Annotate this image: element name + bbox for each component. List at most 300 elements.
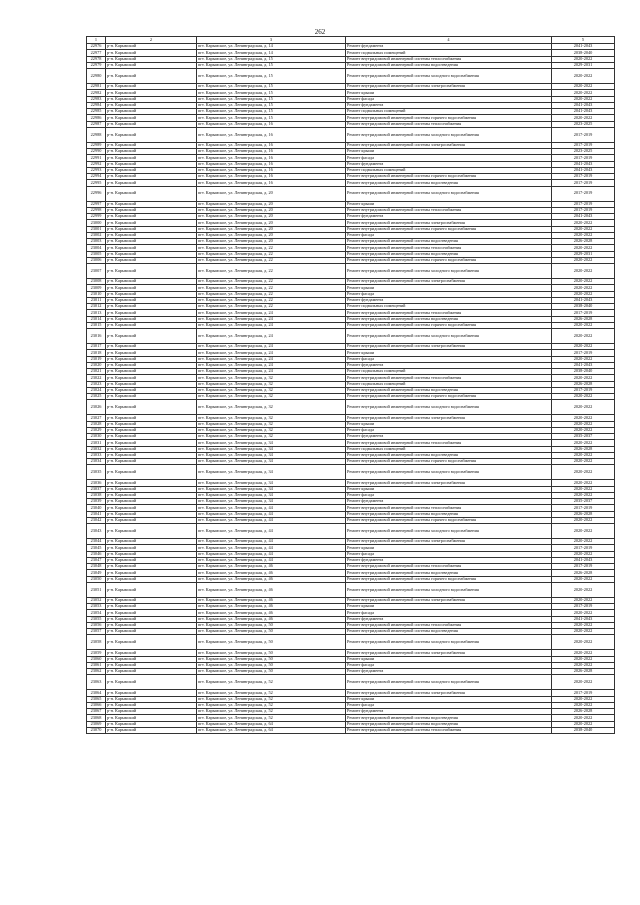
cell-work-type: Ремонт внутридомовой инженерной системы холодного водоснабжения <box>346 69 552 84</box>
cell-address: пгт. Карымское, ул. Ленинградская, д. 15 <box>197 96 346 102</box>
cell-number: 23021 <box>87 369 106 375</box>
cell-number: 23049 <box>87 570 106 576</box>
cell-work-type: Ремонт фасада <box>346 610 552 616</box>
cell-address: пгт. Карымское, ул. Ленинградская, д. 20 <box>197 239 346 245</box>
cell-period: 2020-2022 <box>552 394 615 400</box>
cell-work-type: Ремонт подвальных помещений <box>346 381 552 387</box>
cell-period: 2020-2022 <box>552 675 615 690</box>
cell-address: пгт. Карымское, ул. Ленинградская, д. 20 <box>197 207 346 213</box>
cell-work-type: Ремонт фасада <box>346 291 552 297</box>
cell-address: пгт. Карымское, ул. Ленинградская, д. 20 <box>197 226 346 232</box>
cell-work-type: Ремонт внутридомовой инженерной системы электроснабжения <box>346 220 552 226</box>
cell-work-type: Ремонт внутридомовой инженерной системы теплоснабжения <box>346 505 552 511</box>
cell-work-type: Ремонт внутридомовой инженерной системы электроснабжения <box>346 279 552 285</box>
cell-district: р-н. Карымский <box>106 387 197 393</box>
cell-number: 23059 <box>87 650 106 656</box>
cell-district: р-н. Карымский <box>106 214 197 220</box>
cell-address: пгт. Карымское, ул. Ленинградская, д. 32 <box>197 434 346 440</box>
cell-district: р-н. Карымский <box>106 629 197 635</box>
cell-work-type: Ремонт фасада <box>346 96 552 102</box>
cell-number: 23062 <box>87 669 106 675</box>
cell-period: 2017-2019 <box>552 545 615 551</box>
cell-district: р-н. Карымский <box>106 465 197 480</box>
cell-period: 2020-2022 <box>552 610 615 616</box>
cell-number: 23043 <box>87 524 106 539</box>
cell-district: р-н. Карымский <box>106 709 197 715</box>
cell-address: пгт. Карымское, ул. Ленинградская, д. 16 <box>197 161 346 167</box>
cell-work-type: Ремонт подвальных помещений <box>346 50 552 56</box>
cell-district: р-н. Карымский <box>106 381 197 387</box>
cell-period: 2026-2028 <box>552 446 615 452</box>
cell-district: р-н. Карымский <box>106 322 197 328</box>
cell-address: пгт. Карымское, ул. Ленинградская, д. 15 <box>197 62 346 68</box>
cell-number: 23034 <box>87 459 106 465</box>
cell-district: р-н. Карымский <box>106 279 197 285</box>
cell-number: 23014 <box>87 316 106 322</box>
cell-number: 23022 <box>87 375 106 381</box>
cell-number: 23018 <box>87 350 106 356</box>
cell-district: р-н. Карымский <box>106 622 197 628</box>
cell-district: р-н. Карымский <box>106 400 197 415</box>
cell-address: пгт. Карымское, ул. Ленинградская, д. 46 <box>197 564 346 570</box>
cell-period: 2017-2019 <box>552 127 615 142</box>
cell-address: пгт. Карымское, ул. Ленинградская, д. 16 <box>197 149 346 155</box>
cell-work-type: Ремонт подвальных помещений <box>346 304 552 310</box>
cell-number: 22997 <box>87 201 106 207</box>
cell-work-type: Ремонт фундамента <box>346 557 552 563</box>
table-row <box>87 582 615 597</box>
cell-address: пгт. Карымское, ул. Ленинградская, д. 22 <box>197 245 346 251</box>
cell-work-type: Ремонт фасада <box>346 356 552 362</box>
cell-address: пгт. Карымское, ул. Ленинградская, д. 32 <box>197 394 346 400</box>
cell-number: 23033 <box>87 452 106 458</box>
cell-district: р-н. Карымский <box>106 350 197 356</box>
cell-district: р-н. Карымский <box>106 142 197 148</box>
cell-work-type: Ремонт внутридомовой инженерной системы холодного водоснабжения <box>346 524 552 539</box>
cell-address: пгт. Карымское, ул. Ленинградская, д. 50 <box>197 650 346 656</box>
cell-period: 2020-2022 <box>552 721 615 727</box>
cell-work-type: Ремонт фундамента <box>346 161 552 167</box>
cell-period: 2020-2022 <box>552 264 615 279</box>
cell-address: пгт. Карымское, ул. Ленинградская, д. 16 <box>197 174 346 180</box>
cell-address: пгт. Карымское, ул. Ленинградская, д. 44 <box>197 517 346 523</box>
cell-number: 23038 <box>87 492 106 498</box>
cell-address: пгт. Карымское, ул. Ленинградская, д. 32 <box>197 427 346 433</box>
cell-period: 2020-2022 <box>552 220 615 226</box>
cell-work-type: Ремонт внутридомовой инженерной системы водоотведения <box>346 316 552 322</box>
cell-district: р-н. Карымский <box>106 285 197 291</box>
cell-period: 2041-2043 <box>552 214 615 220</box>
cell-address: пгт. Карымское, ул. Ленинградская, д. 22 <box>197 251 346 257</box>
cell-number: 23065 <box>87 696 106 702</box>
cell-district: р-н. Карымский <box>106 316 197 322</box>
cell-district: р-н. Карымский <box>106 245 197 251</box>
cell-work-type: Ремонт крыши <box>346 201 552 207</box>
cell-period: 2029-2031 <box>552 62 615 68</box>
cell-work-type: Ремонт внутридомовой инженерной системы холодного водоснабжения <box>346 264 552 279</box>
cell-district: р-н. Карымский <box>106 226 197 232</box>
cell-district: р-н. Карымский <box>106 297 197 303</box>
cell-district: р-н. Карымский <box>106 251 197 257</box>
cell-work-type: Ремонт внутридомовой инженерной системы холодного водоснабжения <box>346 635 552 650</box>
cell-period: 2020-2022 <box>552 702 615 708</box>
cell-district: р-н. Карымский <box>106 656 197 662</box>
cell-district: р-н. Карымский <box>106 452 197 458</box>
cell-district: р-н. Карымский <box>106 375 197 381</box>
cell-work-type: Ремонт внутридомовой инженерной системы холодного водоснабжения <box>346 582 552 597</box>
cell-period: 2020-2022 <box>552 629 615 635</box>
cell-district: р-н. Карымский <box>106 115 197 121</box>
cell-number: 23037 <box>87 486 106 492</box>
cell-number: 23020 <box>87 362 106 368</box>
cell-period: 2026-2028 <box>552 709 615 715</box>
cell-period: 2017-2019 <box>552 174 615 180</box>
cell-period: 2035-2037 <box>552 499 615 505</box>
cell-district: р-н. Карымский <box>106 369 197 375</box>
cell-period: 2026-2028 <box>552 316 615 322</box>
cell-number: 23064 <box>87 690 106 696</box>
table-row <box>87 465 615 480</box>
cell-work-type: Ремонт подвальных помещений <box>346 446 552 452</box>
cell-work-type: Ремонт внутридомовой инженерной системы горячего водоснабжения <box>346 576 552 582</box>
cell-address: пгт. Карымское, ул. Ленинградская, д. 50 <box>197 669 346 675</box>
cell-number: 23009 <box>87 285 106 291</box>
cell-number: 23005 <box>87 251 106 257</box>
cell-address: пгт. Карымское, ул. Ленинградская, д. 50 <box>197 662 346 668</box>
cell-address: пгт. Карымское, ул. Ленинградская, д. 15 <box>197 56 346 62</box>
cell-address: пгт. Карымское, ул. Ленинградская, д. 52 <box>197 702 346 708</box>
cell-number: 23036 <box>87 480 106 486</box>
cell-address: пгт. Карымское, ул. Ленинградская, д. 20 <box>197 220 346 226</box>
cell-period: 2038-2040 <box>552 727 615 733</box>
cell-district: р-н. Карымский <box>106 167 197 173</box>
cell-number: 23042 <box>87 517 106 523</box>
cell-period: 2020-2022 <box>552 465 615 480</box>
cell-period: 2020-2022 <box>552 115 615 121</box>
cell-work-type: Ремонт подвальных помещений <box>346 109 552 115</box>
cell-district: р-н. Карымский <box>106 329 197 344</box>
cell-period: 2026-2028 <box>552 669 615 675</box>
cell-district: р-н. Карымский <box>106 480 197 486</box>
cell-number: 22987 <box>87 121 106 127</box>
cell-number: 23019 <box>87 356 106 362</box>
cell-number: 23056 <box>87 622 106 628</box>
cell-period: 2020-2022 <box>552 656 615 662</box>
cell-number: 23069 <box>87 721 106 727</box>
cell-district: р-н. Карымский <box>106 434 197 440</box>
cell-number: 23050 <box>87 576 106 582</box>
cell-work-type: Ремонт внутридомовой инженерной системы горячего водоснабжения <box>346 115 552 121</box>
cell-period: 2017-2019 <box>552 155 615 161</box>
cell-work-type: Ремонт внутридомовой инженерной системы водоотведения <box>346 452 552 458</box>
cell-address: пгт. Карымское, ул. Ленинградская, д. 44 <box>197 551 346 557</box>
cell-district: р-н. Карымский <box>106 610 197 616</box>
cell-work-type: Ремонт внутридомовой инженерной системы электроснабжения <box>346 142 552 148</box>
cell-work-type: Ремонт фундамента <box>346 434 552 440</box>
cell-number: 23054 <box>87 610 106 616</box>
cell-work-type: Ремонт внутридомовой инженерной системы водоотведения <box>346 180 552 186</box>
cell-address: пгт. Карымское, ул. Ленинградская, д. 46 <box>197 570 346 576</box>
cell-period: 2029-2031 <box>552 251 615 257</box>
cell-district: р-н. Карымский <box>106 446 197 452</box>
cell-work-type: Ремонт внутридомовой инженерной системы горячего водоснабжения <box>346 459 552 465</box>
cell-address: пгт. Карымское, ул. Ленинградская, д. 22 <box>197 279 346 285</box>
cell-district: р-н. Карымский <box>106 511 197 517</box>
cell-number: 23029 <box>87 427 106 433</box>
cell-address: пгт. Карымское, ул. Ленинградская, д. 20 <box>197 201 346 207</box>
cell-number: 23006 <box>87 257 106 263</box>
cell-period: 2020-2022 <box>552 232 615 238</box>
page-number: 262 <box>314 28 326 36</box>
cell-period: 2020-2022 <box>552 696 615 702</box>
cell-work-type: Ремонт внутридомовой инженерной системы электроснабжения <box>346 597 552 603</box>
cell-period: 2020-2022 <box>552 375 615 381</box>
cell-district: р-н. Карымский <box>106 56 197 62</box>
cell-period: 2017-2019 <box>552 207 615 213</box>
cell-period: 2017-2019 <box>552 186 615 201</box>
cell-period: 2020-2022 <box>552 56 615 62</box>
cell-district: р-н. Карымский <box>106 109 197 115</box>
cell-period: 2041-2043 <box>552 362 615 368</box>
cell-district: р-н. Карымский <box>106 582 197 597</box>
table-row <box>87 635 615 650</box>
cell-work-type: Ремонт внутридомовой инженерной системы водоотведения <box>346 511 552 517</box>
cell-district: р-н. Карымский <box>106 344 197 350</box>
cell-work-type: Ремонт внутридомовой инженерной системы холодного водоснабжения <box>346 675 552 690</box>
cell-period: 2026-2028 <box>552 511 615 517</box>
table-row <box>87 524 615 539</box>
table-row <box>87 329 615 344</box>
cell-number: 23002 <box>87 232 106 238</box>
cell-period: 2020-2022 <box>552 245 615 251</box>
cell-address: пгт. Карымское, ул. Ленинградская, д. 16 <box>197 142 346 148</box>
cell-address: пгт. Карымское, ул. Ленинградская, д. 44 <box>197 545 346 551</box>
cell-work-type: Ремонт фундамента <box>346 669 552 675</box>
cell-number: 23045 <box>87 545 106 551</box>
cell-address: пгт. Карымское, ул. Ленинградская, д. 34 <box>197 440 346 446</box>
cell-period: 2041-2043 <box>552 102 615 108</box>
cell-period: 2017-2019 <box>552 690 615 696</box>
cell-address: пгт. Карымское, ул. Ленинградская, д. 32 <box>197 381 346 387</box>
cell-period: 2020-2022 <box>552 440 615 446</box>
cell-number: 23026 <box>87 400 106 415</box>
cell-number: 23063 <box>87 675 106 690</box>
cell-number: 23013 <box>87 310 106 316</box>
cell-number: 23004 <box>87 245 106 251</box>
cell-address: пгт. Карымское, ул. Ленинградская, д. 24 <box>197 310 346 316</box>
cell-district: р-н. Карымский <box>106 356 197 362</box>
cell-number: 23024 <box>87 387 106 393</box>
column-header-work-type: 4 <box>346 37 552 44</box>
cell-address: пгт. Карымское, ул. Ленинградская, д. 44 <box>197 505 346 511</box>
cell-period: 2017-2019 <box>552 505 615 511</box>
column-header-number: 1 <box>87 37 106 44</box>
cell-work-type: Ремонт фундамента <box>346 616 552 622</box>
cell-period: 2038-2040 <box>552 369 615 375</box>
cell-work-type: Ремонт внутридомовой инженерной системы холодного водоснабжения <box>346 400 552 415</box>
cell-district: р-н. Карымский <box>106 669 197 675</box>
cell-address: пгт. Карымское, ул. Ленинградская, д. 50 <box>197 656 346 662</box>
cell-period: 2020-2022 <box>552 582 615 597</box>
cell-work-type: Ремонт крыши <box>346 149 552 155</box>
cell-period: 2020-2022 <box>552 322 615 328</box>
cell-work-type: Ремонт внутридомовой инженерной системы холодного водоснабжения <box>346 186 552 201</box>
cell-work-type: Ремонт внутридомовой инженерной системы теплоснабжения <box>346 564 552 570</box>
cell-district: р-н. Карымский <box>106 440 197 446</box>
cell-address: пгт. Карымское, ул. Ленинградская, д. 20 <box>197 232 346 238</box>
cell-period: 2041-2043 <box>552 44 615 50</box>
cell-address: пгт. Карымское, ул. Ленинградская, д. 20 <box>197 214 346 220</box>
cell-number: 22984 <box>87 102 106 108</box>
cell-work-type: Ремонт внутридомовой инженерной системы теплоснабжения <box>346 207 552 213</box>
table-body <box>87 44 615 734</box>
table-row <box>87 400 615 415</box>
cell-work-type: Ремонт фундамента <box>346 214 552 220</box>
cell-period: 2020-2022 <box>552 622 615 628</box>
cell-address: пгт. Карымское, ул. Ленинградская, д. 32 <box>197 421 346 427</box>
cell-address: пгт. Карымское, ул. Ленинградская, д. 20 <box>197 186 346 201</box>
cell-address: пгт. Карымское, ул. Ленинградская, д. 46 <box>197 597 346 603</box>
cell-work-type: Ремонт крыши <box>346 285 552 291</box>
cell-address: пгт. Карымское, ул. Ленинградская, д. 16 <box>197 121 346 127</box>
cell-period: 2020-2022 <box>552 650 615 656</box>
cell-district: р-н. Карымский <box>106 415 197 421</box>
cell-work-type: Ремонт крыши <box>346 350 552 356</box>
cell-number: 23060 <box>87 656 106 662</box>
cell-district: р-н. Карымский <box>106 721 197 727</box>
cell-work-type: Ремонт внутридомовой инженерной системы водоотведения <box>346 570 552 576</box>
cell-period: 2020-2022 <box>552 539 615 545</box>
cell-work-type: Ремонт внутридомовой инженерной системы теплоснабжения <box>346 727 552 733</box>
cell-work-type: Ремонт внутридомовой инженерной системы водоотведения <box>346 239 552 245</box>
cell-period: 2020-2022 <box>552 635 615 650</box>
cell-period: 2020-2022 <box>552 576 615 582</box>
cell-number: 23030 <box>87 434 106 440</box>
cell-work-type: Ремонт фундамента <box>346 499 552 505</box>
cell-district: р-н. Карымский <box>106 635 197 650</box>
cell-address: пгт. Карымское, ул. Ленинградская, д. 34 <box>197 459 346 465</box>
cell-address: пгт. Карымское, ул. Ленинградская, д. 16 <box>197 167 346 173</box>
cell-number: 23068 <box>87 715 106 721</box>
cell-address: пгт. Карымское, ул. Ленинградская, д. 15 <box>197 69 346 84</box>
cell-address: пгт. Карымское, ул. Ленинградская, д. 24 <box>197 344 346 350</box>
cell-period: 2017-2019 <box>552 310 615 316</box>
cell-district: р-н. Карымский <box>106 576 197 582</box>
cell-work-type: Ремонт внутридомовой инженерной системы водоотведения <box>346 387 552 393</box>
column-header-period: 5 <box>552 37 615 44</box>
cell-period: 2023-2025 <box>552 149 615 155</box>
cell-district: р-н. Карымский <box>106 570 197 576</box>
cell-address: пгт. Карымское, ул. Ленинградская, д. 22 <box>197 264 346 279</box>
cell-period: 2020-2022 <box>552 492 615 498</box>
cell-period: 2020-2022 <box>552 400 615 415</box>
cell-work-type: Ремонт фасада <box>346 427 552 433</box>
cell-number: 23053 <box>87 604 106 610</box>
cell-address: пгт. Карымское, ул. Ленинградская, д. 22 <box>197 285 346 291</box>
cell-work-type: Ремонт фасада <box>346 232 552 238</box>
cell-address: пгт. Карымское, ул. Ленинградская, д. 46 <box>197 576 346 582</box>
cell-address: пгт. Карымское, ул. Ленинградская, д. 15 <box>197 84 346 90</box>
cell-period: 2041-2043 <box>552 616 615 622</box>
cell-district: р-н. Карымский <box>106 492 197 498</box>
cell-address: пгт. Карымское, ул. Ленинградская, д. 52 <box>197 715 346 721</box>
cell-period: 2017-2019 <box>552 350 615 356</box>
cell-address: пгт. Карымское, ул. Ленинградская, д. 16 <box>197 155 346 161</box>
cell-work-type: Ремонт внутридомовой инженерной системы электроснабжения <box>346 690 552 696</box>
cell-work-type: Ремонт фасада <box>346 662 552 668</box>
capital-repair-table <box>86 36 615 734</box>
cell-address: пгт. Карымское, ул. Ленинградская, д. 52 <box>197 696 346 702</box>
cell-work-type: Ремонт крыши <box>346 656 552 662</box>
cell-district: р-н. Карымский <box>106 557 197 563</box>
cell-number: 22994 <box>87 174 106 180</box>
cell-period: 2017-2019 <box>552 180 615 186</box>
cell-district: р-н. Карымский <box>106 662 197 668</box>
cell-district: р-н. Карымский <box>106 545 197 551</box>
cell-period: 2020-2022 <box>552 452 615 458</box>
cell-work-type: Ремонт внутридомовой инженерной системы электроснабжения <box>346 415 552 421</box>
cell-period: 2020-2022 <box>552 257 615 263</box>
cell-work-type: Ремонт внутридомовой инженерной системы водоотведения <box>346 721 552 727</box>
cell-address: пгт. Карымское, ул. Ленинградская, д. 22 <box>197 291 346 297</box>
cell-number: 23044 <box>87 539 106 545</box>
cell-district: р-н. Карымский <box>106 696 197 702</box>
cell-address: пгт. Карымское, ул. Ленинградская, д. 34 <box>197 446 346 452</box>
cell-district: р-н. Карымский <box>106 84 197 90</box>
cell-address: пгт. Карымское, ул. Ленинградская, д. 44 <box>197 557 346 563</box>
cell-address: пгт. Карымское, ул. Ленинградская, д. 50 <box>197 629 346 635</box>
cell-period: 2020-2022 <box>552 662 615 668</box>
cell-work-type: Ремонт внутридомовой инженерной системы водоотведения <box>346 62 552 68</box>
cell-number: 23028 <box>87 421 106 427</box>
cell-period: 2035-2037 <box>552 434 615 440</box>
cell-district: р-н. Карымский <box>106 174 197 180</box>
cell-work-type: Ремонт внутридомовой инженерной системы электроснабжения <box>346 344 552 350</box>
cell-district: р-н. Карымский <box>106 121 197 127</box>
cell-work-type: Ремонт внутридомовой инженерной системы теплоснабжения <box>346 440 552 446</box>
cell-number: 23058 <box>87 635 106 650</box>
cell-period: 2020-2022 <box>552 356 615 362</box>
cell-number: 23040 <box>87 505 106 511</box>
cell-work-type: Ремонт фасада <box>346 155 552 161</box>
cell-district: р-н. Карымский <box>106 727 197 733</box>
cell-number: 22993 <box>87 167 106 173</box>
cell-work-type: Ремонт фундамента <box>346 102 552 108</box>
cell-work-type: Ремонт внутридомовой инженерной системы холодного водоснабжения <box>346 465 552 480</box>
cell-period: 2020-2022 <box>552 517 615 523</box>
cell-address: пгт. Карымское, ул. Ленинградская, д. 50 <box>197 622 346 628</box>
cell-number: 23047 <box>87 557 106 563</box>
cell-work-type: Ремонт внутридомовой инженерной системы теплоснабжения <box>346 310 552 316</box>
table-row <box>87 127 615 142</box>
cell-number: 23046 <box>87 551 106 557</box>
cell-number: 23070 <box>87 727 106 733</box>
cell-work-type: Ремонт внутридомовой инженерной системы теплоснабжения <box>346 56 552 62</box>
cell-address: пгт. Карымское, ул. Ленинградская, д. 34 <box>197 486 346 492</box>
cell-number: 22983 <box>87 96 106 102</box>
cell-district: р-н. Карымский <box>106 524 197 539</box>
cell-district: р-н. Карымский <box>106 675 197 690</box>
cell-period: 2020-2022 <box>552 84 615 90</box>
cell-address: пгт. Карымское, ул. Ленинградская, д. 15 <box>197 109 346 115</box>
cell-district: р-н. Карымский <box>106 239 197 245</box>
cell-work-type: Ремонт подвальных помещений <box>346 369 552 375</box>
cell-work-type: Ремонт внутридомовой инженерной системы холодного водоснабжения <box>346 329 552 344</box>
cell-district: р-н. Карымский <box>106 702 197 708</box>
cell-address: пгт. Карымское, ул. Ленинградская, д. 14 <box>197 50 346 56</box>
cell-period: 2020-2022 <box>552 427 615 433</box>
cell-number: 22995 <box>87 180 106 186</box>
